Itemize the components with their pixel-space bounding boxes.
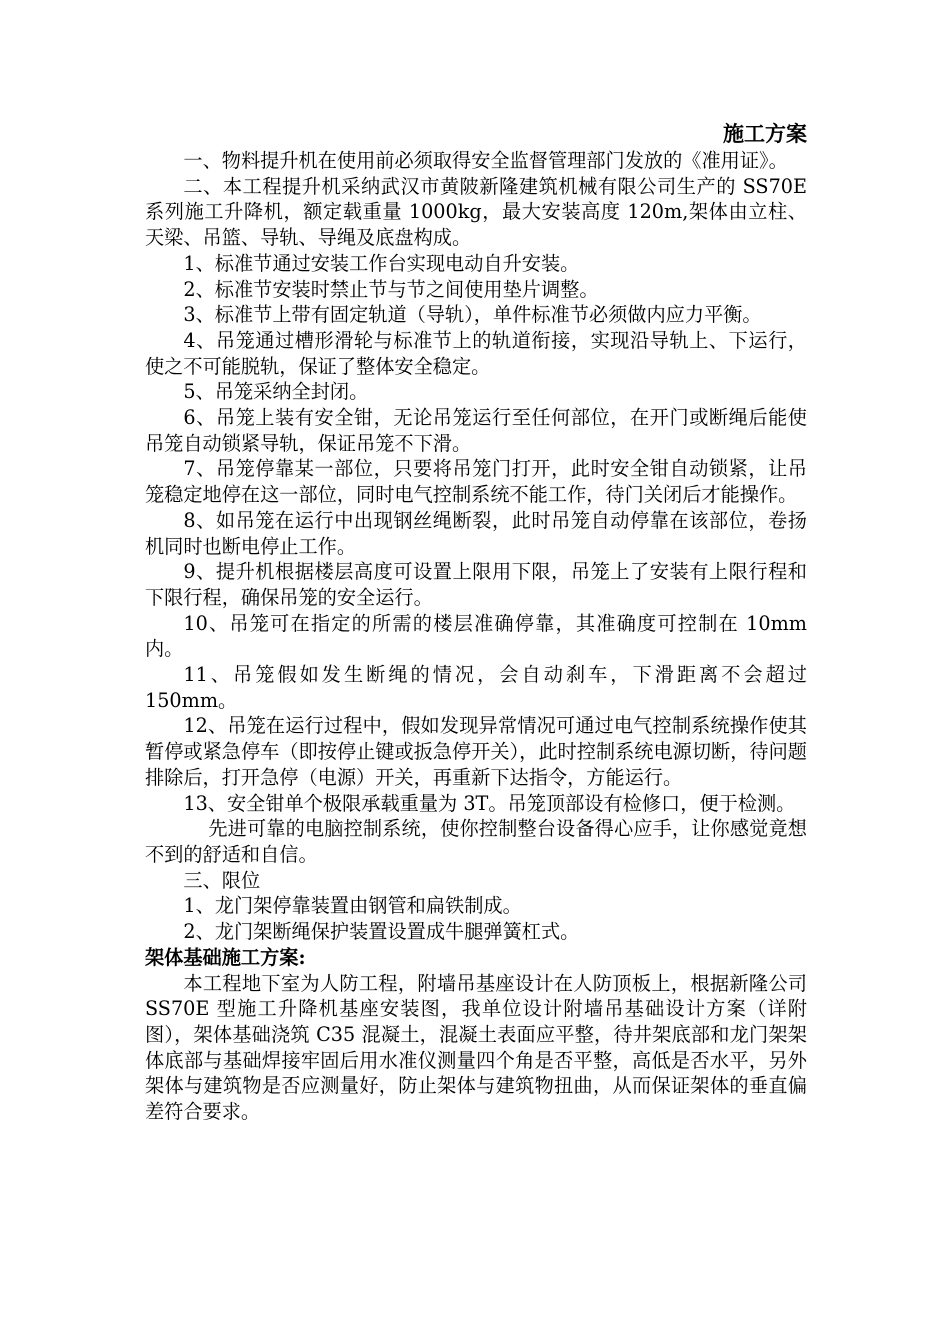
document-title: 施工方案 bbox=[723, 121, 807, 146]
paragraph-item-2: 2、标准节安装时禁止节与节之间使用垫片调整。 bbox=[183, 277, 599, 301]
paragraph-control-system: 先进可靠的电脑控制系统，使你控制整台设备得心应手，让你感觉竟想不到的舒适和自信。 bbox=[145, 817, 807, 866]
paragraph-limit-item-2: 2、龙门架断绳保护装置设置成牛腿弹簧杠式。 bbox=[183, 920, 580, 944]
paragraph-item-11: 11、吊笼假如发生断绳的情况，会自动刹车，下滑距离不会超过 150mm。 bbox=[145, 663, 807, 712]
section-heading-foundation: 架体基础施工方案: bbox=[145, 945, 306, 969]
paragraph-item-13: 13、安全钳单个极限承载重量为 3T。吊笼顶部设有检修口，便于检测。 bbox=[183, 791, 796, 815]
paragraph-item-9: 9、提升机根据楼层高度可设置上限用下限，吊笼上了安装有上限行程和下限行程，确保吊笼的安全运行。 bbox=[145, 560, 807, 609]
paragraph-limit-item-1: 1、龙门架停靠装置由钢管和扁铁制成。 bbox=[183, 894, 522, 918]
paragraph-item-4: 4、吊笼通过槽形滑轮与标准节上的轨道衔接，实现沿导轨上、下运行，使之不可能脱轨，保证了整体安全稳定。 bbox=[145, 328, 807, 378]
paragraph-limit-heading: 三、限位 bbox=[183, 868, 261, 892]
paragraph-item-5: 5、吊笼采纳全封闭。 bbox=[183, 380, 369, 404]
paragraph-permit: 一、物料提升机在使用前必须取得安全监督管理部门发放的《准用证》。 bbox=[183, 149, 788, 172]
paragraph-equipment-intro: 二、本工程提升机采纳武汉市黄陂新隆建筑机械有限公司生产的 SS70E 系列施工升降机，额定载重量 1000kg，最大安装高度 120m,架体由立柱、天梁、吊篮、导轨、导绳及底盘构成。 bbox=[145, 174, 807, 250]
paragraph-item-1: 1、标准节通过安装工作台实现电动自升安装。 bbox=[183, 251, 580, 275]
paragraph-item-12: 12、吊笼在运行过程中，假如发现异常情况可通过电气控制系统操作使其暂停或紧急停车（即按停止键或扳急停开关），此时控制系统电源切断，待问题排除后，打开急停（电源）开关，再重新下达指令，方能运行。 bbox=[145, 714, 807, 789]
paragraph-item-8: 8、如吊笼在运行中出现钢丝绳断裂，此时吊笼自动停靠在该部位，卷扬机同时也断电停止工作。 bbox=[145, 508, 807, 558]
paragraph-foundation: 本工程地下室为人防工程，附墙吊基座设计在人防顶板上，根据新隆公司 SS70E 型施工升降机基座安装图，我单位设计附墙吊基础设计方案（详附图），架体基础浇筑 C35 混凝土，混凝土表面应平整，待井架底部和龙门架架体底部与基础焊接牢固后用水准仪测量四个角是否平整，高低是否水平，另外架体与建筑物是否应测量好，防止架体与建筑物扭曲，从而保证架体的垂直偏差符合要求。 bbox=[145, 971, 807, 1124]
paragraph-item-6: 6、吊笼上装有安全钳，无论吊笼运行至任何部位，在开门或断绳后能使吊笼自动锁紧导轨，保证吊笼不下滑。 bbox=[145, 406, 807, 455]
paragraph-item-10: 10、吊笼可在指定的所需的楼层准确停靠，其准确度可控制在 10mm 内。 bbox=[145, 611, 807, 661]
paragraph-item-3: 3、标准节上带有固定轨道（导轨），单件标准节必须做内应力平衡。 bbox=[183, 303, 762, 327]
paragraph-item-7: 7、吊笼停靠某一部位，只要将吊笼门打开，此时安全钳自动锁紧，让吊笼稳定地停在这一部位，同时电气控制系统不能工作，待门关闭后才能操作。 bbox=[145, 457, 807, 507]
document-page bbox=[145, 120, 807, 1125]
